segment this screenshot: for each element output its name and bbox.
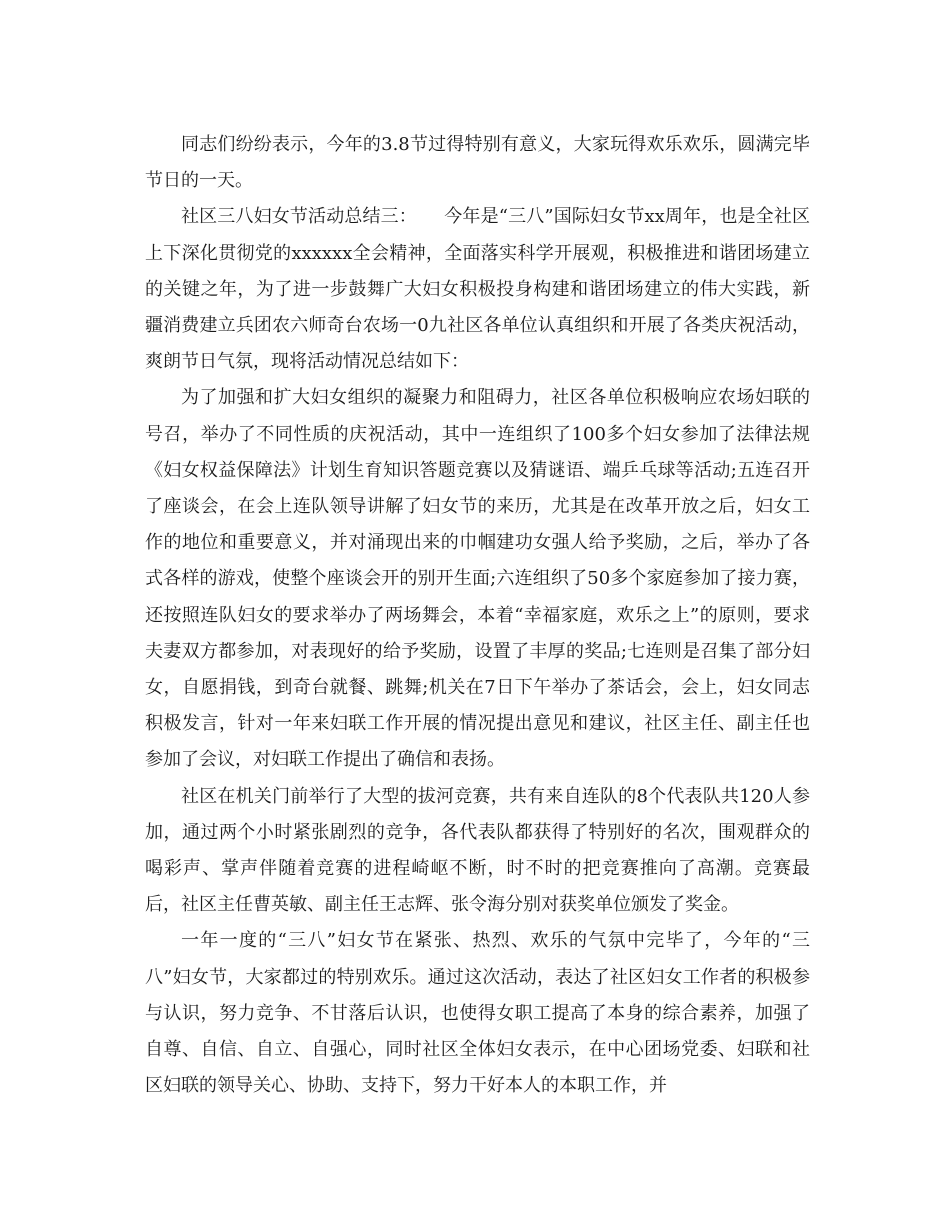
paragraph-3: 为了加强和扩大妇女组织的凝聚力和阻碍力，社区各单位积极响应农场妇联的号召，举办了不同性质的庆祝活动，其中一连组织了100多个妇女参加了法律法规《妇女权益保障法》计划生育知识答题竞赛以及猜谜语、端乒乓球等活动;五连召开了座谈会，在会上连队领导讲解了妇女节的来历，尤其是在改革开放之后，妇女工作的地位和重要意义，并对涌现出来的巾帼建功女强人给予奖励，之后，举办了各式各样的游戏，使整个座谈会开的别开生面;六连组织了50多个家庭参加了接力赛，还按照连队妇女的要求举办了两场舞会，本着“幸福家庭，欢乐之上”的原则，要求夫妻双方都参加，对表现好的给予奖励，设置了丰厚的奖品;七连则是召集了部分妇女，自愿捐钱，到奇台就餐、跳舞;机关在7日下午举办了茶话会，会上，妇女同志积极发言，针对一年来妇联工作开展的情况提出意见和建议，社区主任、副主任也参加了会议，对妇联工作提出了确信和表扬。 xyxy=(145,387,810,771)
paragraph-5: 一年一度的“三八”妇女节在紧张、热烈、欢乐的气氛中完毕了，今年的“三八”妇女节，大家都过的特别欢乐。通过这次活动，表达了社区妇女工作者的积极参与认识，努力竞争、不甘落后认识，也使得女职工提高了本身的综合素养，加强了自尊、自信、自立、自强心，同时社区全体妇女表示，在中心团场党委、妇联和社区妇联的领导关心、协助、支持下，努力干好本人的本职工作，并 xyxy=(145,930,810,1097)
paragraph-1: 同志们纷纷表示，今年的3.8节过得特别有意义，大家玩得欢乐欢乐，圆满完毕节日的一天。 xyxy=(145,134,810,192)
document-body xyxy=(145,127,810,1104)
paragraph-2: 社区三八妇女节活动总结三： 今年是“三八”国际妇女节xx周年，也是全社区上下深化贯彻党的xxxxxx全会精神，全面落实科学开展观，积极推进和谐团场建立的关键之年，为了进一步鼓舞广大妇女积极投身构建和谐团场建立的伟大实践，新疆消费建立兵团农六师奇台农场一0九社区各单位认真组织和开展了各类庆祝活动，爽朗节日气氛，现将活动情况总结如下： xyxy=(145,206,810,373)
paragraph-4: 社区在机关门前举行了大型的拔河竞赛，共有来自连队的8个代表队共120人参加，通过两个小时紧张剧烈的竞争，各代表队都获得了特别好的名次，围观群众的喝彩声、掌声伴随着竞赛的进程崎岖不断，时不时的把竞赛推向了高潮。竞赛最后，社区主任曹英敏、副主任王志辉、张令海分别对获奖单位颁发了奖金。 xyxy=(145,785,810,916)
